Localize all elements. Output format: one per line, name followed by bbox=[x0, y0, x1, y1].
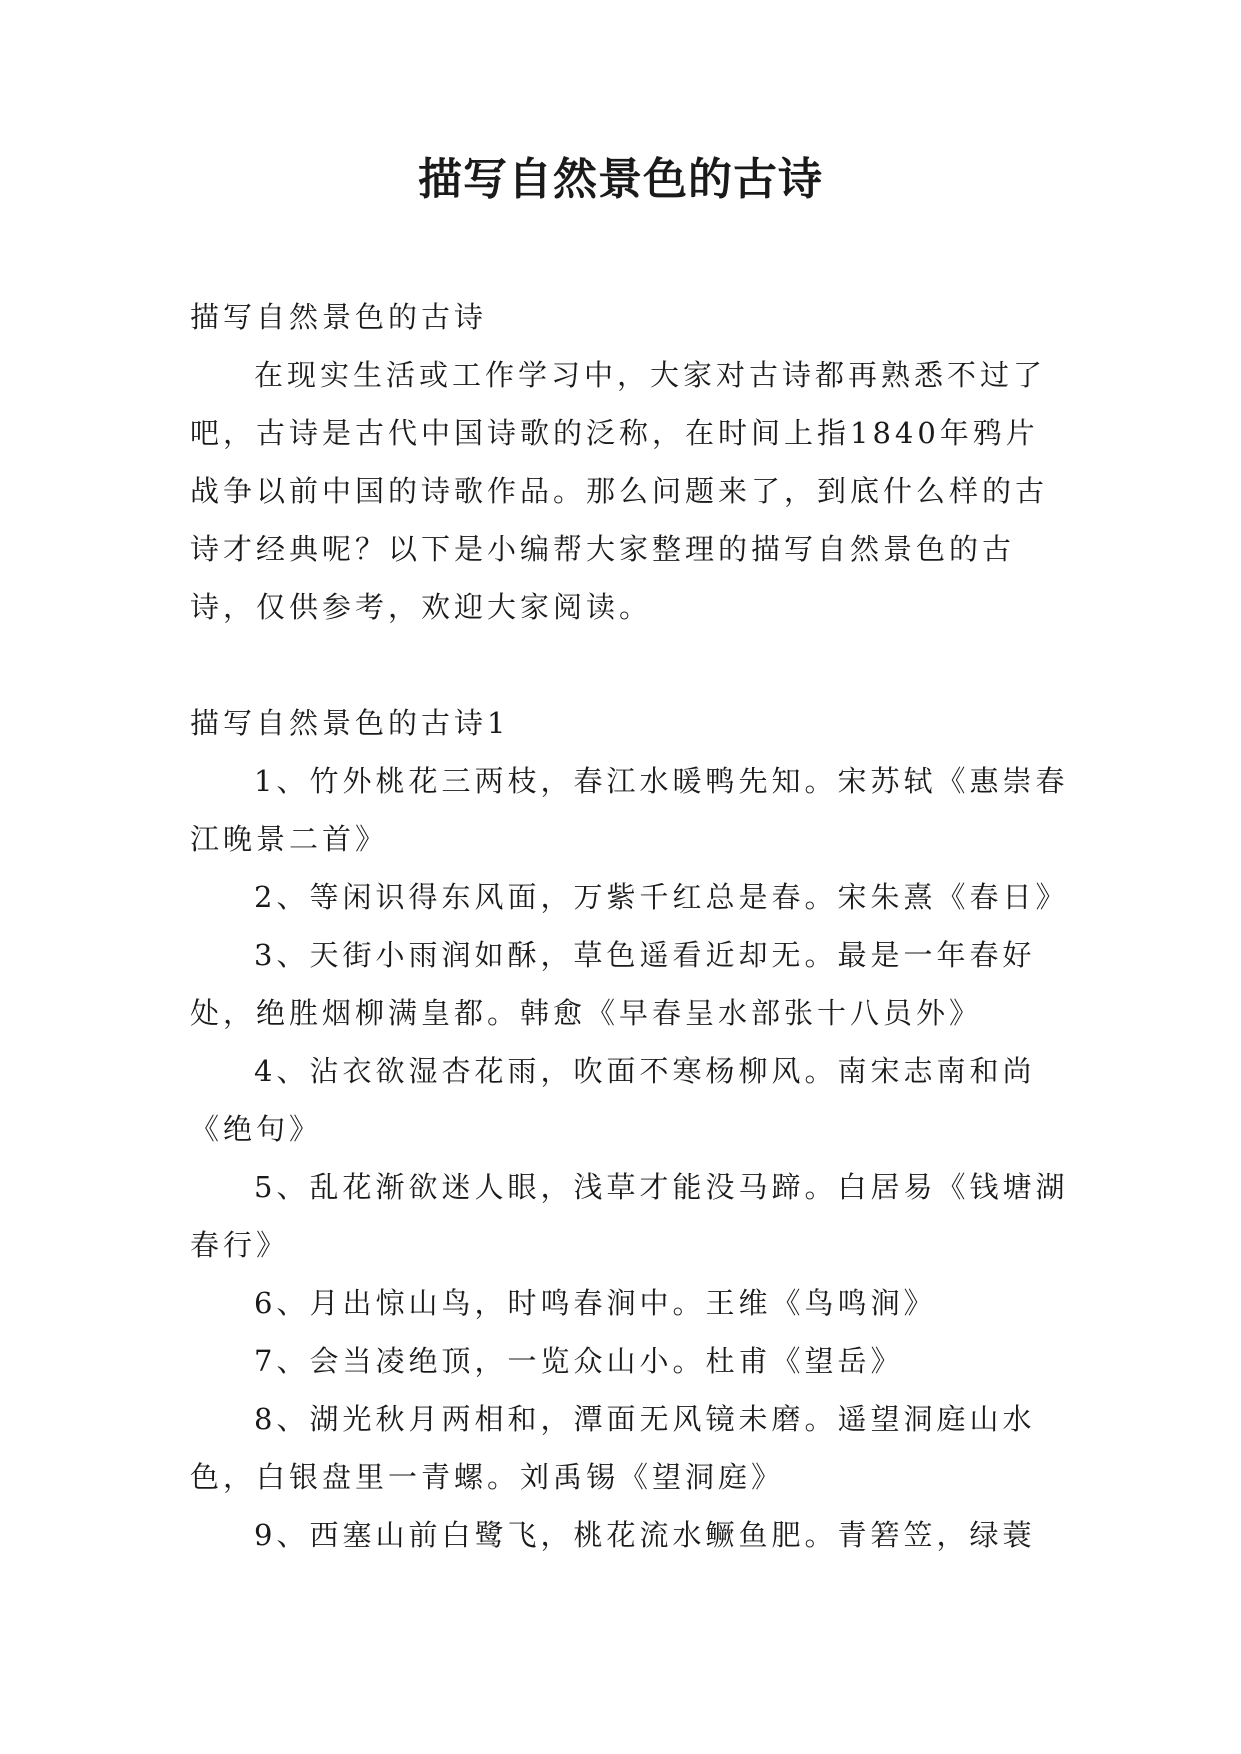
subtitle: 描写自然景色的古诗 bbox=[190, 300, 488, 334]
poem-line: 9、西塞山前白鹭飞，桃花流水鳜鱼肥。青箬笠，绿蓑 bbox=[254, 1518, 1036, 1552]
poem-line: 7、会当凌绝顶，一览众山小。杜甫《望岳》 bbox=[254, 1344, 904, 1378]
poem-line: 6、月出惊山鸟，时鸣春涧中。王维《鸟鸣涧》 bbox=[254, 1286, 937, 1320]
poem-line: 5、乱花渐欲迷人眼，浅草才能没马蹄。白居易《钱塘湖春行》 bbox=[190, 1170, 1069, 1262]
document-body bbox=[190, 288, 1070, 1564]
poem-line: 2、等闲识得东风面，万紫千红总是春。宋朱熹《春日》 bbox=[254, 880, 1069, 914]
poem-line: 1、竹外桃花三两枝，春江水暖鸭先知。宋苏轼《惠崇春江晚景二首》 bbox=[190, 764, 1069, 856]
intro-paragraph: 在现实生活或工作学习中，大家对古诗都再熟悉不过了吧，古诗是古代中国诗歌的泛称，在时间上指1840年鸦片战争以前中国的诗歌作品。那么问题来了，到底什么样的古诗才经典呢？以下是小编帮大家整理的描写自然景色的古诗，仅供参考，欢迎大家阅读。 bbox=[190, 358, 1049, 624]
document-title: 描写自然景色的古诗 bbox=[418, 154, 823, 205]
poem-line: 4、沾衣欲湿杏花雨，吹面不寒杨柳风。南宋志南和尚《绝句》 bbox=[190, 1054, 1036, 1146]
paragraph-gap bbox=[190, 636, 1070, 694]
poem-line: 8、湖光秋月两相和，潭面无风镜未磨。遥望洞庭山水色，白银盘里一青螺。刘禹锡《望洞庭》 bbox=[190, 1402, 1036, 1494]
poem-line: 3、天街小雨润如酥，草色遥看近却无。最是一年春好处，绝胜烟柳满皇都。韩愈《早春呈水部张十八员外》 bbox=[190, 938, 1036, 1030]
section-heading: 描写自然景色的古诗1 bbox=[190, 706, 510, 740]
